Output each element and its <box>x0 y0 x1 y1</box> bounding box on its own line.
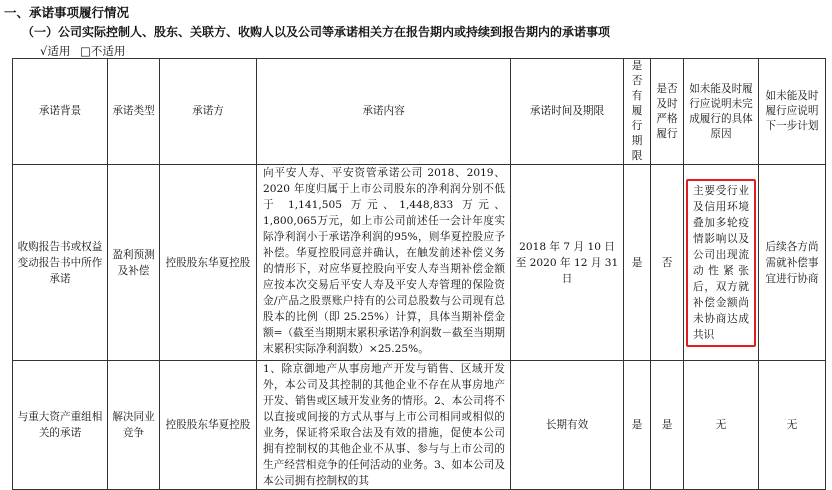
highlighted-reason: 主要受行业及信用环境叠加多轮疫情影响以及公司出现流动性紧张后，双方就补偿金额尚未协商达成共识 <box>686 179 756 347</box>
header-party: 承诺方 <box>160 59 257 165</box>
row-period: 2018 年 7 月 10 日至 2020 年 12 月 31 日 <box>511 165 624 361</box>
applicability-options <box>40 43 125 59</box>
checked-box-icon: √ <box>40 44 48 58</box>
row-has-term: 是 <box>624 165 651 361</box>
row-background: 与重大资产重组相关的承诺 <box>13 361 108 490</box>
row-timely: 是 <box>651 361 684 490</box>
row-next-plan: 无 <box>759 361 826 490</box>
header-has-term: 是否有履行期限 <box>624 59 651 165</box>
table-row <box>13 361 826 490</box>
header-next-plan: 如未能及时履行应说明下一步计划 <box>759 59 826 165</box>
commitments-table <box>12 58 826 490</box>
subsection-heading: （一）公司实际控制人、股东、关联方、收购人以及公司等承诺相关方在报告期内或持续到报告期内的承诺事项 <box>22 25 611 39</box>
section-heading: 一、承诺事项履行情况 <box>4 5 130 20</box>
row-reason-cell <box>684 165 759 361</box>
row-next-plan: 后续各方尚需就补偿事宜进行协商 <box>759 165 826 361</box>
row-party: 控股股东华夏控股 <box>160 361 257 490</box>
row-type: 盈利预测及补偿 <box>108 165 160 361</box>
header-background: 承诺背景 <box>13 59 108 165</box>
row-has-term: 是 <box>624 361 651 490</box>
row-timely: 否 <box>651 165 684 361</box>
not-applicable-label: 不适用 <box>90 44 126 58</box>
applicable-label: 适用 <box>47 44 71 58</box>
header-content: 承诺内容 <box>257 59 511 165</box>
unchecked-box-icon: □ <box>79 44 91 58</box>
row-period: 长期有效 <box>511 361 624 490</box>
header-reason: 如未能及时履行应说明未完成履行的具体原因 <box>684 59 759 165</box>
row-content: 1、除京御地产从事房地产开发与销售、区域开发外，本公司及其控制的其他企业不存在从事房地产开发、销售或区域开发业务的情形。2、本公司将不以直接或间接的方式从事与上市公司相同或相似的业务，保证将采取合法及有效的措施，促使本公司拥有控制权的其他企业不从事、参与与上市公司的生产经营相竞争的任何活动的业务。3、如本公司及本公司拥有控制权的其 <box>257 361 511 490</box>
header-period: 承诺时间及期限 <box>511 59 624 165</box>
row-background: 收购报告书或权益变动报告书中所作承诺 <box>13 165 108 361</box>
row-party: 控股股东华夏控股 <box>160 165 257 361</box>
row-type: 解决同业竞争 <box>108 361 160 490</box>
table-row <box>13 165 826 361</box>
row-reason: 无 <box>684 361 759 490</box>
header-timely: 是否及时严格履行 <box>651 59 684 165</box>
row-content: 向平安人寿、平安资管承诺公司 2018、2019、2020 年度归属于上市公司股东的净利润分别不低于 1,141,505 万元、1,448,833 万元、1,800,065万元，如上市公司前述任一会计年度实际净利润小于承诺净利润的95%，则华夏控股应予补偿。华夏控股同意并确认，在触发前述补偿义务的情形下，对应华夏控股向平安人寿当期补偿金额应按本次交易后平安人寿及平安人寿管理的保险资金/产品之股票账户持有的公司总股数与公司现有总股本的比例（即 25.25%）计算，具体当期补偿金额=（截至当期期末累积承诺净利润数－截至当期期末累积实际净利润数）×25.25%。 <box>257 165 511 361</box>
header-type: 承诺类型 <box>108 59 160 165</box>
table-header-row <box>13 59 826 165</box>
